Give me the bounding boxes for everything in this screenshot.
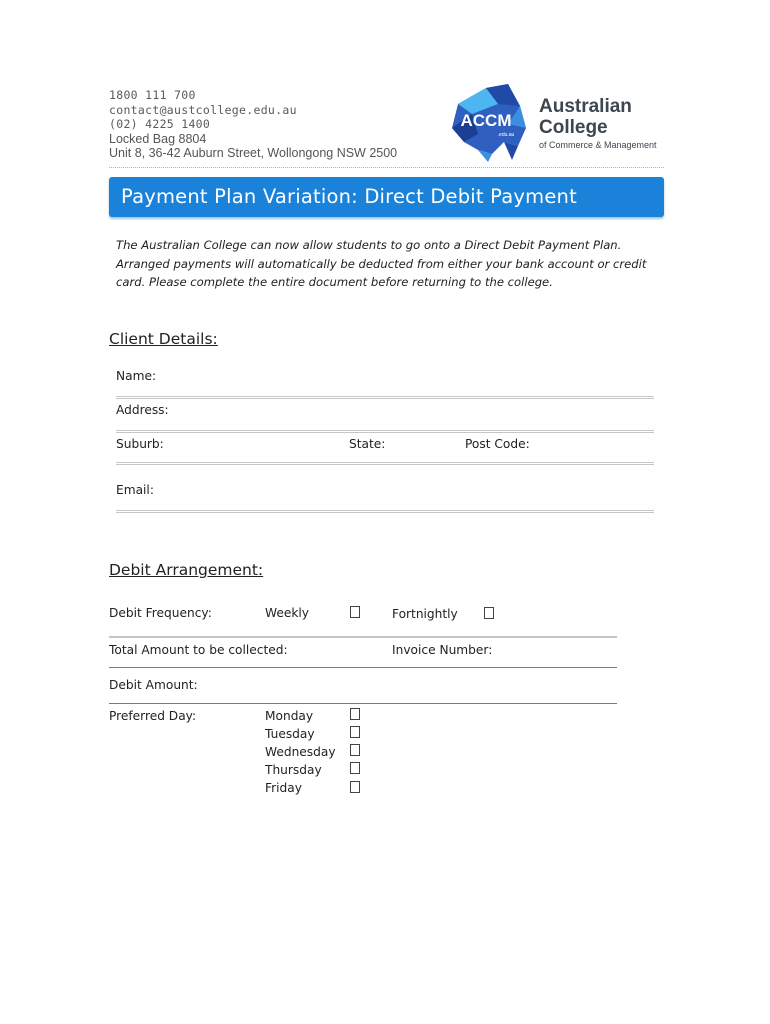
debit-amount-field[interactable] bbox=[109, 703, 617, 704]
state-label: State: bbox=[349, 437, 386, 451]
postcode-label: Post Code: bbox=[465, 437, 530, 451]
frequency-fortnightly-label: Fortnightly bbox=[392, 607, 458, 621]
name-label: Name: bbox=[116, 369, 157, 383]
address-field[interactable] bbox=[116, 430, 654, 433]
client-details-heading: Client Details: bbox=[109, 330, 218, 348]
logo-line-tagline: of Commerce & Management bbox=[539, 140, 657, 150]
street-address: Unit 8, 36-42 Auburn Street, Wollongong NSW 2500 bbox=[109, 146, 398, 161]
weekly-checkbox[interactable] bbox=[350, 606, 360, 618]
day-wednesday-label: Wednesday bbox=[265, 745, 336, 759]
logo-acronym: ACCM bbox=[460, 111, 512, 130]
debit-arrangement-heading: Debit Arrangement: bbox=[109, 561, 264, 579]
wednesday-checkbox[interactable] bbox=[350, 744, 360, 756]
contact-block bbox=[109, 88, 397, 161]
invoice-number-label: Invoice Number: bbox=[392, 643, 493, 657]
email-field[interactable] bbox=[116, 510, 654, 513]
contact-email[interactable]: contact@austcollege.edu.au bbox=[109, 102, 297, 117]
frequency-weekly-label: Weekly bbox=[265, 606, 309, 620]
frequency-divider bbox=[109, 636, 617, 638]
email-label: Email: bbox=[116, 483, 154, 497]
name-field[interactable] bbox=[116, 396, 654, 399]
logo-domain: .edu.au bbox=[497, 132, 515, 138]
intro-paragraph: The Australian College can now allow students to go onto a Direct Debit Payment Plan. Arranged payments will automatically be deducted from either your bank account or credit card. Please complete the entire document before returning to the college. bbox=[116, 238, 647, 289]
preferred-day-label: Preferred Day: bbox=[109, 709, 197, 723]
day-tuesday-label: Tuesday bbox=[265, 727, 315, 741]
header-divider bbox=[109, 167, 664, 168]
fortnightly-checkbox[interactable] bbox=[484, 607, 494, 619]
day-friday-label: Friday bbox=[265, 781, 302, 795]
address-label: Address: bbox=[116, 403, 169, 417]
suburb-label: Suburb: bbox=[116, 437, 164, 451]
day-thursday-label: Thursday bbox=[265, 763, 322, 777]
thursday-checkbox[interactable] bbox=[350, 762, 360, 774]
phone-primary: 1800 111 700 bbox=[109, 88, 196, 102]
postal-address: Locked Bag 8804 bbox=[109, 131, 207, 146]
logo-wordmark bbox=[539, 96, 657, 150]
accm-logo bbox=[448, 84, 538, 166]
day-monday-label: Monday bbox=[265, 709, 314, 723]
logo-line-college: College bbox=[539, 117, 608, 138]
phone-secondary: (02) 4225 1400 bbox=[109, 117, 211, 132]
logo-line-australian: Australian bbox=[539, 96, 632, 117]
total-invoice-field[interactable] bbox=[109, 667, 617, 668]
tuesday-checkbox[interactable] bbox=[350, 726, 360, 738]
debit-amount-label: Debit Amount: bbox=[109, 678, 198, 692]
title-banner bbox=[109, 177, 664, 217]
suburb-state-postcode-field[interactable] bbox=[116, 462, 654, 465]
page-title: Payment Plan Variation: Direct Debit Payment bbox=[121, 185, 577, 208]
debit-frequency-label: Debit Frequency: bbox=[109, 606, 212, 620]
total-amount-label: Total Amount to be collected: bbox=[109, 643, 288, 657]
monday-checkbox[interactable] bbox=[350, 708, 360, 720]
friday-checkbox[interactable] bbox=[350, 781, 360, 793]
